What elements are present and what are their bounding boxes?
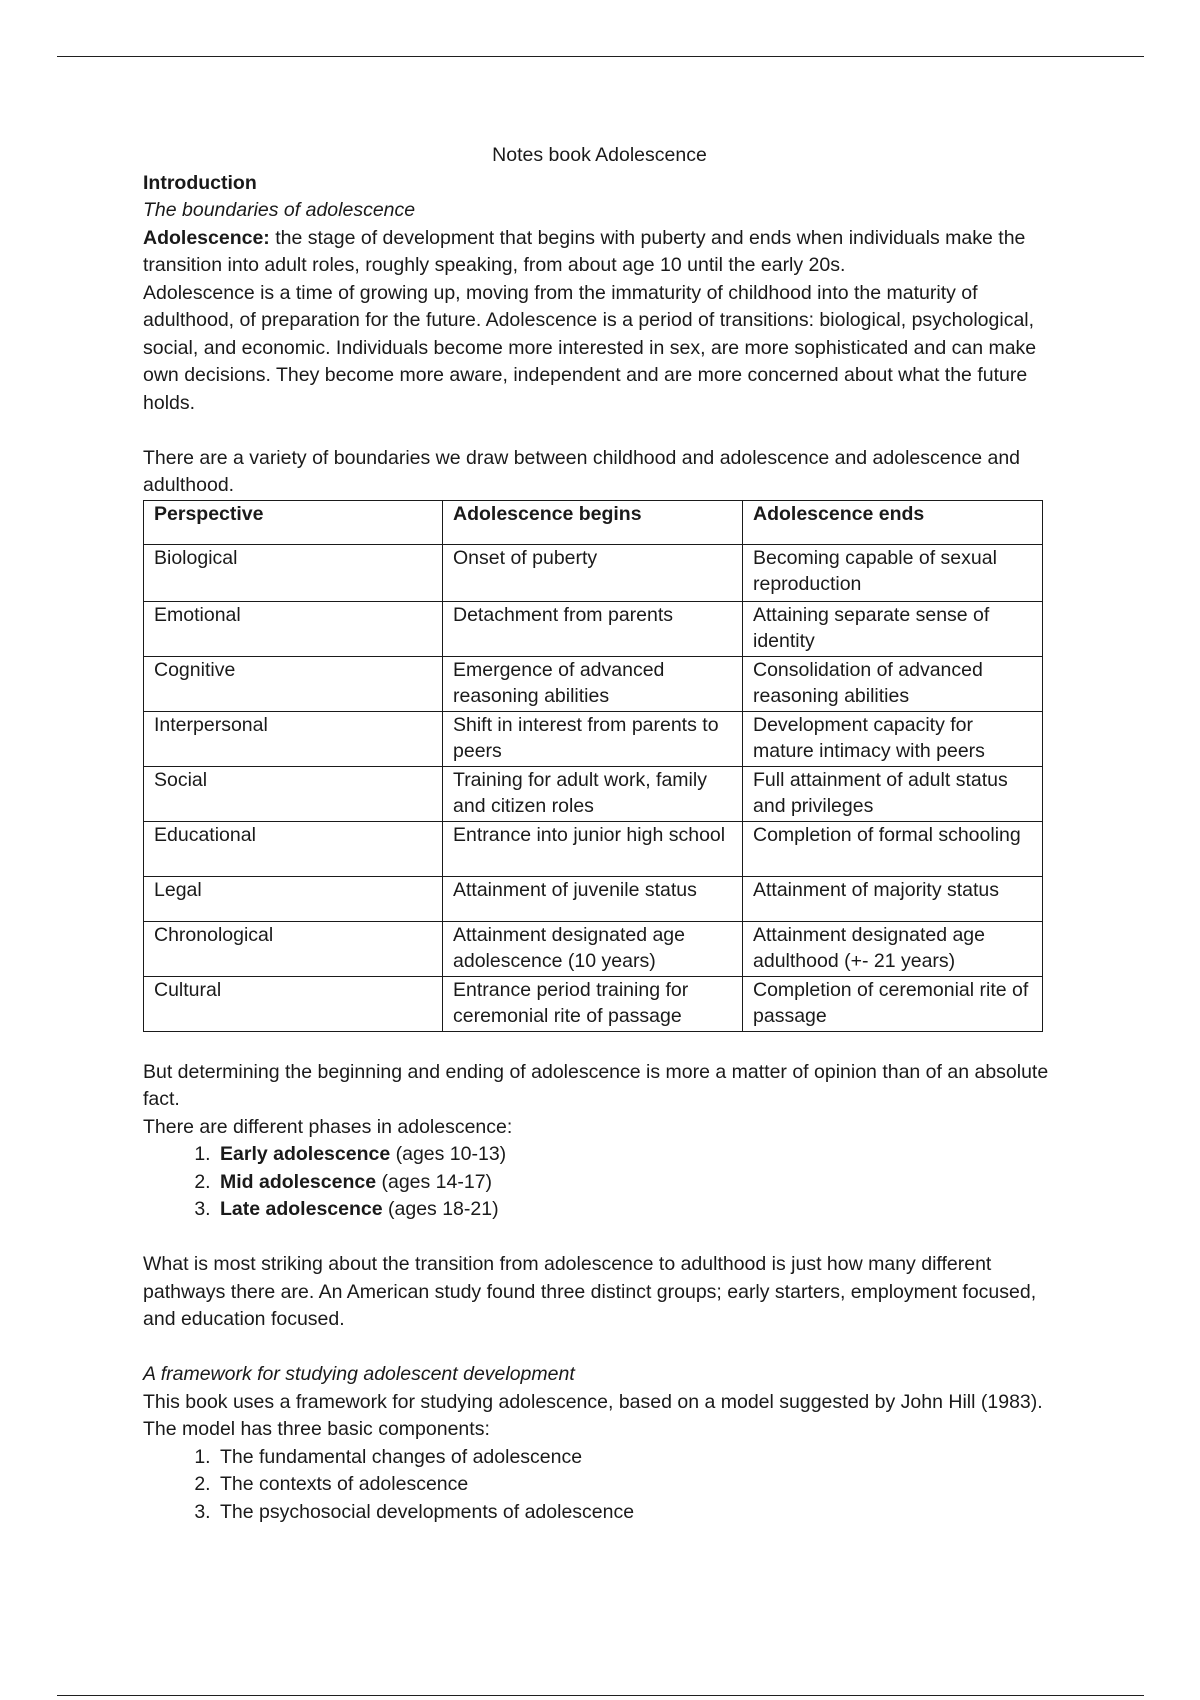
table-cell: Legal	[144, 876, 443, 921]
table-header-cell: Perspective	[144, 500, 443, 544]
list-item: 3. The psychosocial developments of adolescence	[216, 1499, 1063, 1527]
table-cell: Shift in interest from parents to peers	[443, 711, 743, 766]
table-cell: Emergence of advanced reasoning abilities	[443, 656, 743, 711]
paragraph-boundaries: There are a variety of boundaries we draw between childhood and adolescence and adolescence and adulthood.	[143, 446, 1021, 496]
definition-term: Adolescence:	[143, 226, 270, 249]
table-cell: Attainment of juvenile status	[443, 876, 743, 921]
table-cell: Cultural	[144, 976, 443, 1031]
table-row	[144, 711, 1043, 766]
table-cell: Consolidation of advanced reasoning abilities	[743, 656, 1043, 711]
table-cell: Interpersonal	[144, 711, 443, 766]
table-cell: Social	[144, 766, 443, 821]
list-item: 1. The fundamental changes of adolescence	[216, 1444, 1063, 1472]
subheading-framework: A framework for studying adolescent development	[143, 1363, 575, 1385]
table-cell: Entrance period training for ceremonial rite of passage	[443, 976, 743, 1031]
phases-list	[143, 1141, 1063, 1224]
table-cell: Attainment designated age adolescence (10 years)	[443, 921, 743, 976]
subheading-boundaries: The boundaries of adolescence	[143, 199, 416, 221]
header-rule	[57, 56, 1144, 57]
list-item	[216, 1169, 1063, 1197]
table-row	[144, 601, 1043, 656]
table-cell: Biological	[144, 544, 443, 601]
table-cell: Completion of formal schooling	[743, 821, 1043, 876]
table-cell: Detachment from parents	[443, 601, 743, 656]
list-item	[216, 1141, 1063, 1169]
table-row	[144, 976, 1043, 1031]
table-row	[144, 876, 1043, 921]
table-header-cell: Adolescence ends	[743, 500, 1043, 544]
table-row	[144, 656, 1043, 711]
table-cell: Cognitive	[144, 656, 443, 711]
table-cell: Becoming capable of sexual reproduction	[743, 544, 1043, 601]
phase-ages: (ages 10-13)	[390, 1143, 507, 1165]
boundaries-table	[143, 500, 1043, 1032]
table-cell: Chronological	[144, 921, 443, 976]
components-list	[143, 1444, 1063, 1527]
paragraph-opinion: But determining the beginning and ending of adolescence is more a matter of opinion than of an absolute fact.	[143, 1060, 1049, 1110]
list-item	[216, 1196, 1063, 1224]
definition-paragraph	[143, 225, 1063, 280]
document-page	[143, 142, 1063, 1526]
table-cell: Attainment designated age adulthood (+- 21 years)	[743, 921, 1043, 976]
definition-text: the stage of development that begins with puberty and ends when individuals make the transition into adult roles, roughly speaking, from about age 10 until the early 20s.	[143, 226, 1026, 276]
phase-term: Late adolescence	[220, 1198, 383, 1220]
paragraph-growing-up: Adolescence is a time of growing up, moving from the immaturity of childhood into the maturity of adulthood, of preparation for the future. Adolescence is a period of transitions: biological, psychological, social, and economic. Individuals become more interested in sex, are more sophisticated and can make own decisions. They become more aware, independent and are more concerned about what the future holds.	[143, 281, 1037, 414]
paragraph-pathways: What is most striking about the transition from adolescence to adulthood is just how many different pathways there are. An American study found three distinct groups; early starters, employment focused, and education focused.	[143, 1253, 1037, 1330]
list-item: 2. The contexts of adolescence	[216, 1471, 1063, 1499]
table-cell: Training for adult work, family and citizen roles	[443, 766, 743, 821]
table-cell: Emotional	[144, 601, 443, 656]
table-cell: Attainment of majority status	[743, 876, 1043, 921]
phase-ages: (ages 18-21)	[382, 1198, 499, 1220]
table-cell: Attaining separate sense of identity	[743, 601, 1043, 656]
document-title: Notes book Adolescence	[492, 144, 707, 166]
table-row	[144, 921, 1043, 976]
phase-term: Early adolescence	[220, 1143, 391, 1165]
phase-ages: (ages 14-17)	[376, 1170, 493, 1193]
table-cell: Entrance into junior high school	[443, 821, 743, 876]
table-cell: Completion of ceremonial rite of passage	[743, 976, 1043, 1031]
footer-rule	[57, 1695, 1144, 1696]
table-cell: Full attainment of adult status and privileges	[743, 766, 1043, 821]
phase-term: Mid adolescence	[220, 1170, 377, 1193]
table-header-row	[144, 500, 1043, 544]
table-row	[144, 766, 1043, 821]
table-row	[144, 544, 1043, 601]
section-heading: Introduction	[143, 171, 257, 194]
paragraph-framework: This book uses a framework for studying adolescence, based on a model suggested by John Hill (1983). The model has three basic components:	[143, 1390, 1043, 1440]
table-row	[144, 821, 1043, 876]
table-cell: Educational	[144, 821, 443, 876]
table-cell: Onset of puberty	[443, 544, 743, 601]
table-cell: Development capacity for mature intimacy with peers	[743, 711, 1043, 766]
table-header-cell: Adolescence begins	[443, 500, 743, 544]
phases-intro: There are different phases in adolescence:	[143, 1115, 513, 1138]
